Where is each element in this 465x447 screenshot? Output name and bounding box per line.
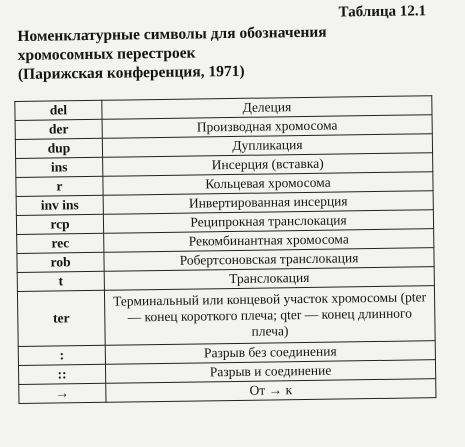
symbol-cell: del [15, 100, 102, 120]
caption-line-3: (Парижская конференция, 1971) [17, 62, 245, 83]
meaning-cell: Инсерция (вставка) [103, 153, 433, 177]
symbol-cell: rcp [16, 214, 103, 234]
meaning-cell: Робертсоновская транслокация [104, 248, 434, 272]
meaning-cell: Реципрокная транслокация [103, 210, 433, 234]
meaning-cell: Делеция [102, 96, 432, 120]
symbol-cell: ter [17, 290, 105, 346]
meaning-cell: Разрыв и соединение [105, 360, 435, 384]
meaning-cell: Инвертированная инсерция [103, 191, 433, 215]
meaning-cell: От → к [106, 379, 436, 403]
meaning-cell: Транслокация [104, 267, 434, 291]
meaning-cell: Терминальный или концевой участок хромосомы (pter — конец короткого плеча; qter — конец длинного плеча) [104, 286, 435, 346]
symbol-cell: : [18, 345, 105, 365]
symbol-cell: rob [17, 252, 104, 272]
symbol-cell: rec [17, 233, 104, 253]
table-caption [17, 21, 438, 84]
symbol-cell: t [17, 271, 104, 291]
table-row [17, 286, 435, 347]
meaning-cell: Производная хромосома [102, 115, 432, 139]
meaning-cell: Дупликация [102, 134, 432, 158]
caption-line-2: хромосомных перестроек [17, 44, 196, 64]
symbol-cell: dup [15, 138, 102, 158]
symbol-cell: r [16, 176, 103, 196]
table-number: Таблица 12.1 [338, 3, 427, 21]
symbol-cell: inv ins [16, 195, 103, 215]
symbol-cell: → [19, 383, 106, 403]
symbol-cell: :: [18, 364, 105, 384]
meaning-cell: Разрыв без соединения [105, 341, 435, 365]
caption-line-1: Номенклатурные символы для обозначения [17, 23, 327, 45]
nomenclature-table [14, 95, 436, 404]
symbol-cell: ins [16, 157, 103, 177]
meaning-cell: Рекомбинантная хромосома [104, 229, 434, 253]
meaning-cell: Кольцевая хромосома [103, 172, 433, 196]
symbol-cell: der [15, 119, 102, 139]
